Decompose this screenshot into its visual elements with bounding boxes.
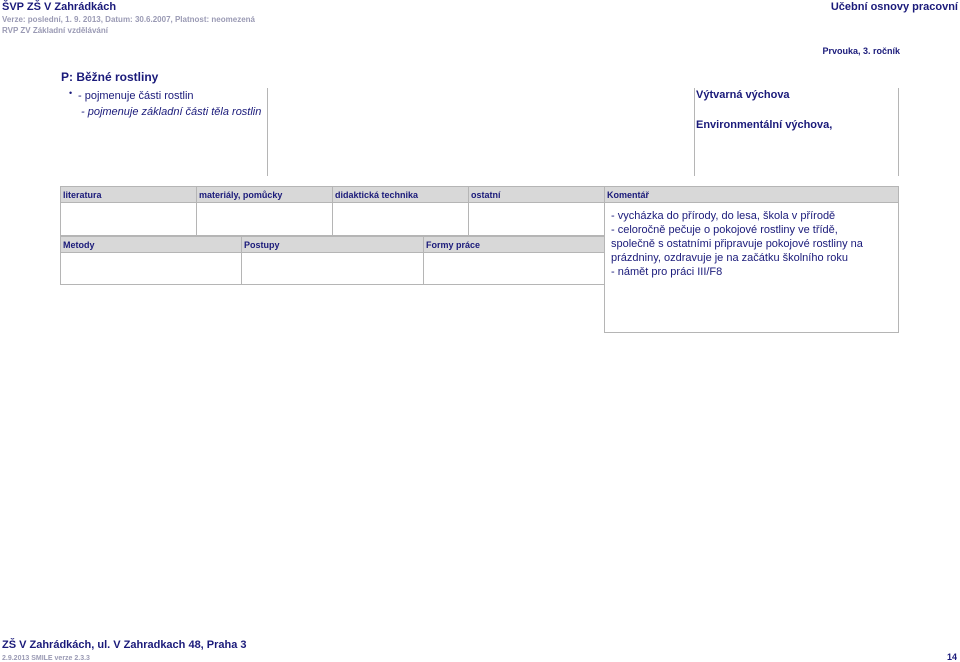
comment-line: - celoročně pečuje o pokojové rostliny ve třídě,	[611, 224, 838, 236]
comment-line: prázdniny, ozdravuje je na začátku školního roku	[611, 252, 849, 264]
cell-ostatni	[468, 202, 605, 236]
cross-links-box	[694, 88, 899, 176]
page-number: 14	[946, 652, 957, 662]
cross-link: Environmentální výchova,	[696, 119, 833, 131]
bullet-icon: •	[69, 88, 73, 98]
header-didakticka-technika: didaktická technika	[332, 186, 469, 203]
comment-line: - námět pro práci III/F8	[611, 266, 723, 278]
footer-address: ZŠ V Zahrádkách, ul. V Zahradkach 48, Praha 3	[2, 639, 247, 651]
header-metody: Metody	[60, 236, 242, 253]
school-name: ŠVP ZŠ V Zahrádkách	[2, 1, 117, 13]
comment-text	[611, 209, 901, 279]
cell-didakticka-technika	[332, 202, 469, 236]
header-literatura: literatura	[60, 186, 197, 203]
subject-title: P: Běžné rostliny	[61, 70, 159, 84]
outcome-item: - pojmenuje základní části těla rostlin	[81, 106, 262, 118]
grade-label: Prvouka, 3. ročník	[822, 46, 900, 56]
header-materialy: materiály, pomůcky	[196, 186, 333, 203]
cell-formy-prace	[423, 252, 605, 285]
cell-metody	[60, 252, 242, 285]
header-formy-prace: Formy práce	[423, 236, 605, 253]
comment-line: - vycházka do přírody, do lesa, škola v přírodě	[611, 210, 836, 222]
cell-literatura	[60, 202, 197, 236]
comment-line: společně s ostatními připravuje pokojové rostliny na	[611, 238, 863, 250]
cell-postupy	[241, 252, 424, 285]
outcome-item: - pojmenuje části rostlin	[78, 90, 194, 102]
header-komentar: Komentář	[604, 186, 899, 203]
footer-version: 2.9.2013 SMILE verze 2.3.3	[2, 655, 90, 662]
version-line: Verze: poslední, 1. 9. 2013, Datum: 30.6.2007, Platnost: neomezená	[2, 15, 255, 24]
cell-materialy	[196, 202, 333, 236]
header-postupy: Postupy	[241, 236, 424, 253]
rvp-line: RVP ZV Základní vzdělávání	[2, 26, 108, 35]
cross-link: Výtvarná výchova	[696, 89, 790, 101]
plan-type: Učební osnovy pracovní	[830, 1, 958, 13]
header-ostatni: ostatní	[468, 186, 605, 203]
